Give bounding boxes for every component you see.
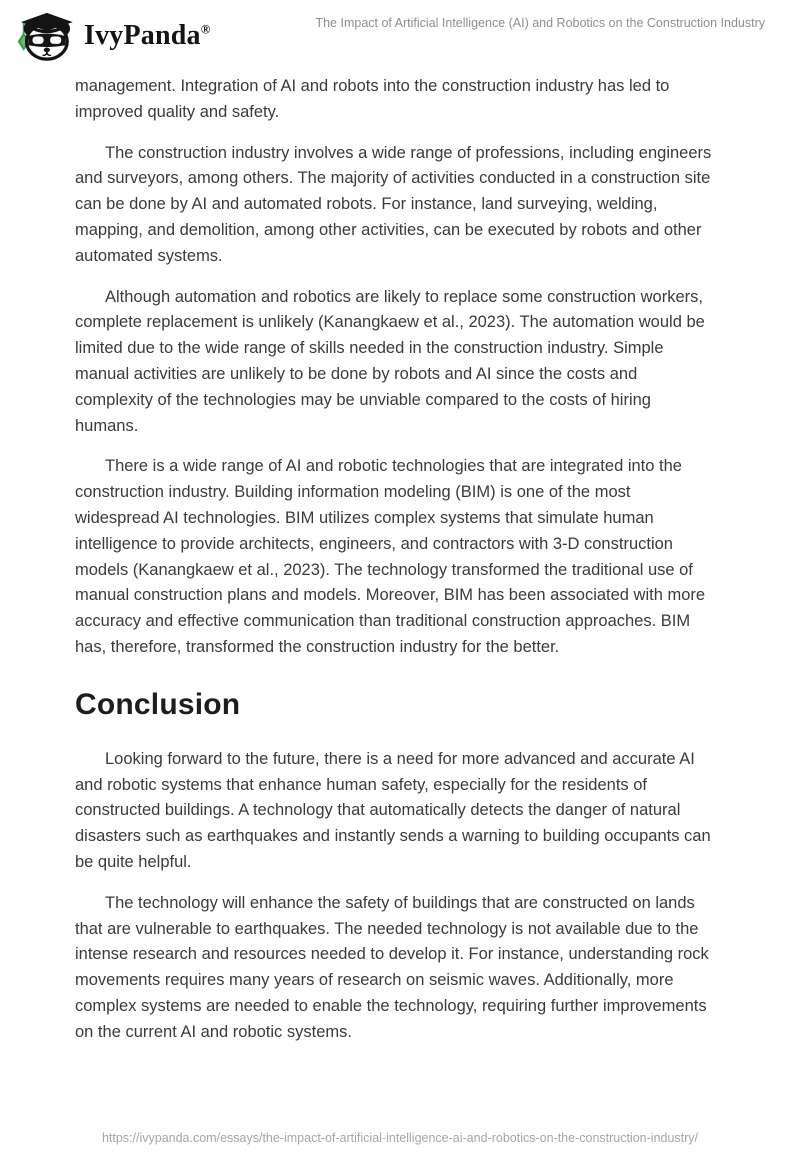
paragraph: management. Integration of AI and robots into the construction industry has led to improved quality and safety. — [75, 77, 670, 121]
essay-body — [0, 62, 800, 1046]
page-header — [0, 0, 800, 62]
registered-trademark: ® — [200, 21, 211, 37]
brand-name: IvyPanda® — [84, 20, 211, 51]
paragraph: Looking forward to the future, there is a need for more advanced and accurate AI and robotic systems that enhance human safety, especially for the residents of constructed buildings. A technology that automatically detects the danger of natural disasters such as earthquakes and instantly sends a warning to building occupants can be quite helpful. — [75, 749, 711, 871]
paragraph: There is a wide range of AI and robotic technologies that are integrated into the construction industry. Building information modeling (BIM) is one of the most widespread AI technologies. BIM utilizes complex systems that simulate human intelligence to provide architects, engineers, and contractors with 3-D construction models (Kanangkaew et al., 2023). The technology transformed the traditional use of manual construction plans and models. Moreover, BIM has been associated with more accuracy and effective communication than traditional construction approaches. BIM has, therefore, transformed the construction industry for the better. — [75, 457, 706, 656]
paragraph: The construction industry involves a wide range of professions, including engineers and surveyors, among others. The majority of activities conducted in a construction site can be done by AI and automated robots. For instance, land surveying, welding, mapping, and demolition, among other activities, can be executed by robots and other automated systems. — [75, 143, 712, 265]
source-url-link[interactable]: https://ivypanda.com/essays/the-impact-of-artificial-intelligence-ai-and-robotics-on-the-construction-industry/ — [101, 1131, 699, 1145]
page-footer — [0, 1129, 800, 1147]
paragraph: The technology will enhance the safety of buildings that are constructed on lands that are vulnerable to earthquakes. The needed technology is not available due to the intense research and resources needed to develop it. For instance, understanding rock movements requires many years of research on seismic waves. Additionally, more complex systems are needed to enable the technology, requiring further improvements on the current AI and robotic systems. — [75, 893, 709, 1041]
paragraph: Although automation and robotics are likely to replace some construction workers, complete replacement is unlikely (Kanangkaew et al., 2023). The automation would be limited due to the wide range of skills needed in the construction industry. Simple manual activities are unlikely to be done by robots and AI since the costs and complexity of the technologies may be unviable compared to the costs of hiring humans. — [75, 287, 705, 435]
conclusion-heading: Conclusion — [75, 687, 241, 721]
panda-graduate-icon — [14, 11, 76, 61]
document-title: The Impact of Artificial Intelligence (AI) and Robotics on the Construction Industry — [315, 16, 765, 30]
ivypanda-logo[interactable] — [14, 11, 211, 61]
